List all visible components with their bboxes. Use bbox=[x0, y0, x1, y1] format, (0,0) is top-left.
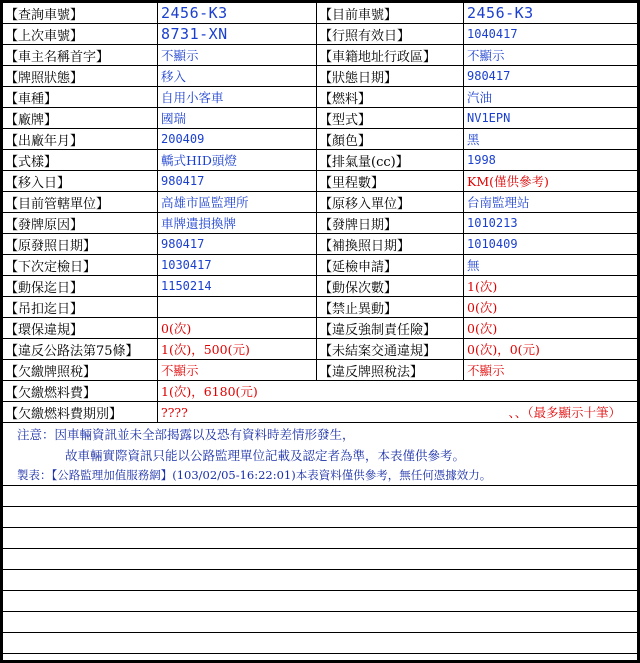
fuel-label: 【燃料】 bbox=[316, 87, 464, 107]
registered-district-value: 不顯示 bbox=[467, 48, 505, 63]
report-row bbox=[3, 192, 637, 213]
report-row bbox=[3, 171, 637, 192]
blank-row bbox=[3, 633, 637, 654]
disclaimer-line-1: 注意：因車輛資訊並未全部揭露以及恐有資料時差情形發生， bbox=[17, 426, 355, 442]
environmental-violation-value: 0(次) bbox=[161, 321, 192, 336]
suspension-end-value bbox=[158, 297, 316, 317]
unpaid-fuel-fee-value: 1(次)，6180(元) bbox=[161, 384, 258, 399]
displacement-value: 1998 bbox=[467, 153, 496, 167]
blank-row bbox=[3, 549, 637, 570]
report-row bbox=[3, 24, 637, 45]
blank-row bbox=[3, 591, 637, 612]
environmental-violation-label: 【環保違規】 bbox=[3, 318, 158, 338]
displacement-label: 【排氣量(cc)】 bbox=[316, 150, 464, 170]
original-office-label: 【原移入單位】 bbox=[316, 192, 464, 212]
reissue-date-value: 1010409 bbox=[467, 237, 518, 251]
report-row bbox=[3, 213, 637, 234]
highway-act-violation-value: 1(次)，500(元) bbox=[161, 342, 250, 357]
owner-initial-label: 【車主名稱首字】 bbox=[3, 45, 158, 65]
mileage-label: 【里程數】 bbox=[316, 171, 464, 191]
report-row bbox=[3, 360, 637, 381]
license-tax-violation-label: 【違反牌照稅法】 bbox=[316, 360, 464, 380]
blank-row bbox=[3, 486, 637, 507]
original-license-date-value: 980417 bbox=[161, 237, 205, 251]
body-style-label: 【式樣】 bbox=[3, 150, 158, 170]
report-row bbox=[3, 108, 637, 129]
inspection-extension-value: 無 bbox=[467, 258, 480, 273]
query-plate-value: 2456-K3 bbox=[161, 4, 228, 22]
manufacture-date-label: 【出廠年月】 bbox=[3, 129, 158, 149]
open-traffic-violation-value: 0(次)，0(元) bbox=[467, 342, 540, 357]
model-value: NV1EPN bbox=[467, 111, 511, 125]
report-row bbox=[3, 402, 637, 423]
lien-end-date-value: 1150214 bbox=[161, 279, 212, 293]
current-office-label: 【目前管轄單位】 bbox=[3, 192, 158, 212]
report-row bbox=[3, 129, 637, 150]
status-date-label: 【狀態日期】 bbox=[316, 66, 464, 86]
manufacture-date-value: 200409 bbox=[161, 132, 205, 146]
move-in-date-value: 980417 bbox=[161, 174, 205, 188]
license-valid-date-value: 1040417 bbox=[467, 27, 518, 41]
current-office-value: 高雄市區監理所 bbox=[161, 195, 249, 210]
fuel-fee-period-note: 、、（最多顯示十筆） bbox=[508, 405, 621, 420]
inspection-extension-label: 【延檢申請】 bbox=[316, 255, 464, 275]
report-row bbox=[3, 66, 637, 87]
report-row bbox=[3, 276, 637, 297]
next-inspection-value: 1030417 bbox=[161, 258, 212, 272]
blank-rows bbox=[3, 486, 637, 660]
brand-value: 國瑞 bbox=[161, 111, 187, 126]
query-plate-label: 【查詢車號】 bbox=[3, 3, 158, 23]
reissue-date-label: 【補換照日期】 bbox=[316, 234, 464, 254]
insurance-violation-value: 0(次) bbox=[467, 321, 498, 336]
original-license-date-label: 【原發照日期】 bbox=[3, 234, 158, 254]
license-tax-violation-value: 不顯示 bbox=[467, 363, 505, 378]
registered-district-label: 【車籍地址行政區】 bbox=[316, 45, 464, 65]
lien-end-date-label: 【動保迄日】 bbox=[3, 276, 158, 296]
color-value: 黑 bbox=[467, 132, 480, 147]
report-row bbox=[3, 339, 637, 360]
current-plate-label: 【目前車號】 bbox=[316, 3, 464, 23]
previous-plate-value: 8731-XN bbox=[161, 25, 228, 43]
disclaimer-line-2: 故車輛實際資訊只能以公路監理單位記載及認定者為準，本表僅供參考。 bbox=[65, 447, 466, 463]
suspension-end-label: 【吊扣迄日】 bbox=[3, 297, 158, 317]
current-plate-value: 2456-K3 bbox=[467, 4, 534, 22]
report-row bbox=[3, 3, 637, 24]
fuel-fee-period-value: ???? bbox=[161, 404, 188, 420]
mileage-value: KM(僅供參考) bbox=[467, 174, 549, 189]
transfer-ban-label: 【禁止異動】 bbox=[316, 297, 464, 317]
unpaid-license-tax-label: 【欠繳牌照稅】 bbox=[3, 360, 158, 380]
lien-count-label: 【動保次數】 bbox=[316, 276, 464, 296]
issue-reason-value: 車牌遺損換牌 bbox=[161, 216, 237, 231]
issue-reason-label: 【發牌原因】 bbox=[3, 213, 158, 233]
license-valid-date-label: 【行照有效日】 bbox=[316, 24, 464, 44]
report-row bbox=[3, 45, 637, 66]
blank-row bbox=[3, 612, 637, 633]
lien-count-value: 1(次) bbox=[467, 279, 498, 294]
original-office-value: 台南監理站 bbox=[467, 195, 530, 210]
vehicle-type-label: 【車種】 bbox=[3, 87, 158, 107]
plate-status-value: 移入 bbox=[161, 69, 187, 84]
previous-plate-label: 【上次車號】 bbox=[3, 24, 158, 44]
open-traffic-violation-label: 【未結案交通違規】 bbox=[316, 339, 464, 359]
highway-act-violation-label: 【違反公路法第75條】 bbox=[3, 339, 158, 359]
insurance-violation-label: 【違反強制責任險】 bbox=[316, 318, 464, 338]
vehicle-type-value: 自用小客車 bbox=[161, 90, 224, 105]
report-row bbox=[3, 297, 637, 318]
report-credit-line: 製表：【公路監理加值服務網】(103/02/05-16:22:01)本表資料僅供參考，無任何憑據效力。 bbox=[3, 465, 637, 486]
report-row bbox=[3, 234, 637, 255]
blank-row bbox=[3, 528, 637, 549]
brand-label: 【廠牌】 bbox=[3, 108, 158, 128]
blank-row bbox=[3, 570, 637, 591]
plate-status-label: 【牌照狀態】 bbox=[3, 66, 158, 86]
issue-date-value: 1010213 bbox=[467, 216, 518, 230]
blank-row bbox=[3, 654, 637, 660]
fuel-value: 汽油 bbox=[467, 90, 493, 105]
body-style-value: 轎式HID頭燈 bbox=[161, 153, 237, 168]
unpaid-license-tax-value: 不顯示 bbox=[161, 363, 199, 378]
report-row bbox=[3, 87, 637, 108]
owner-initial-value: 不顯示 bbox=[161, 48, 199, 63]
transfer-ban-value: 0(次) bbox=[467, 300, 498, 315]
blank-row bbox=[3, 507, 637, 528]
report-row bbox=[3, 150, 637, 171]
move-in-date-label: 【移入日】 bbox=[3, 171, 158, 191]
fuel-fee-period-label: 【欠繳燃料費期別】 bbox=[3, 402, 158, 422]
unpaid-fuel-fee-label: 【欠繳燃料費】 bbox=[3, 381, 158, 401]
model-label: 【型式】 bbox=[316, 108, 464, 128]
status-date-value: 980417 bbox=[467, 69, 511, 83]
color-label: 【顏色】 bbox=[316, 129, 464, 149]
next-inspection-label: 【下次定檢日】 bbox=[3, 255, 158, 275]
report-row bbox=[3, 318, 637, 339]
vehicle-report-sheet bbox=[3, 3, 637, 660]
report-row bbox=[3, 381, 637, 402]
issue-date-label: 【發牌日期】 bbox=[316, 213, 464, 233]
report-row bbox=[3, 255, 637, 276]
